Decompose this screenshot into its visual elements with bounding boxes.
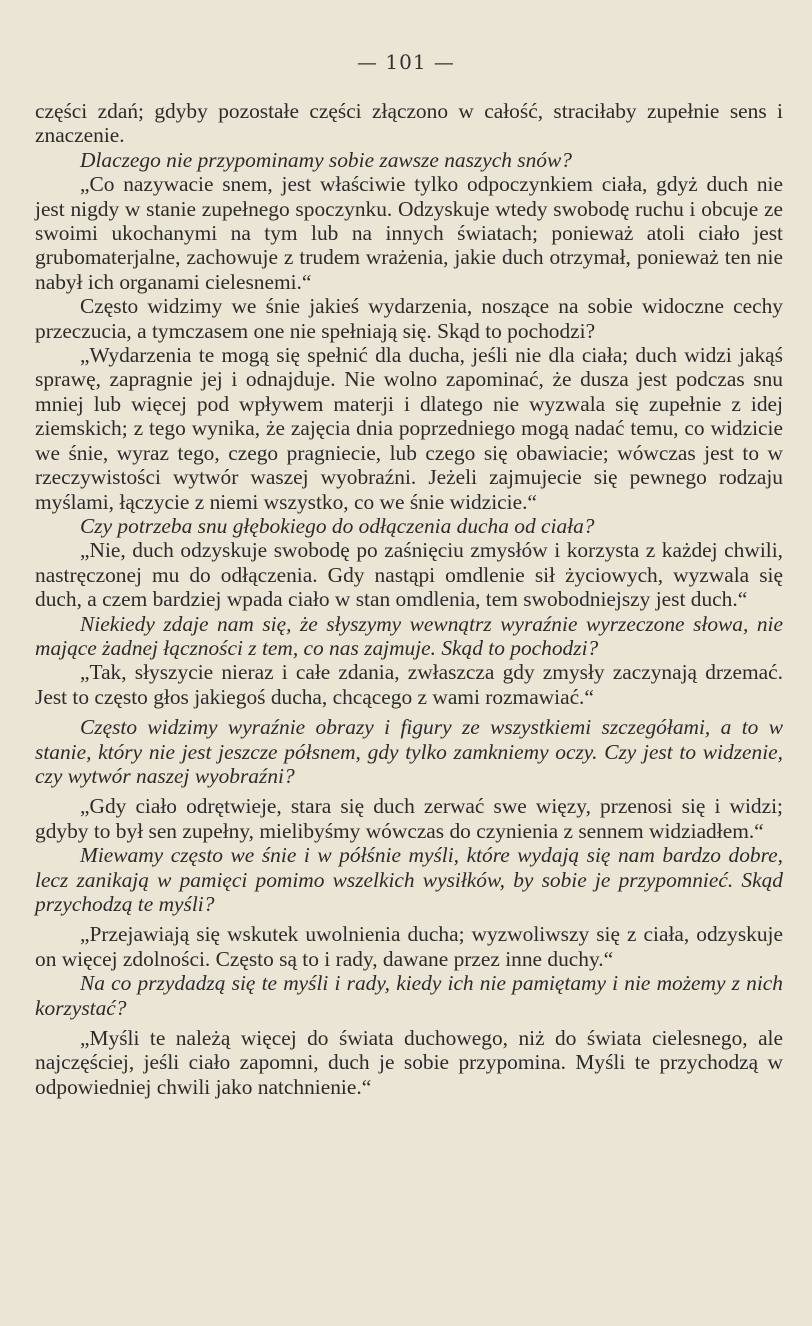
page-number-header: — 101 — — [357, 50, 455, 74]
question-paragraph: Niekiedy zdaje nam się, że słyszymy wewnątrz wyraźnie wyrzeczone słowa, nie mające żadnej łączności z tem, co nas zajmuje. Skąd to pochodzi? — [35, 611, 783, 660]
page-body — [35, 99, 783, 1099]
answer-paragraph: „Nie, duch odzyskuje swobodę po zaśnięciu zmysłów i korzysta z każdej chwili, nastręczonej mu do odłączenia. Gdy nastąpi omdlenie sił życiowych, wyzwala się duch, a czem bardziej wpada ciało w stan omdlenia, tem swobodniejszy jest duch.“ — [35, 538, 783, 612]
question-paragraph: Na co przydadzą się te myśli i rady, kiedy ich nie pamiętamy i nie możemy z nich korzystać? — [35, 971, 783, 1020]
answer-paragraph: „Tak, słyszycie nieraz i całe zdania, zwłaszcza gdy zmysły zaczynają drzemać. Jest to często głos jakiegoś ducha, chcącego z wami rozmawiać.“ — [35, 660, 783, 709]
paragraph-continuation: części zdań; gdyby pozostałe części złączono w całość, straciłaby zupełnie sens i znaczenie. — [35, 99, 783, 148]
answer-paragraph: „Wydarzenia te mogą się spełnić dla ducha, jeśli nie dla ciała; duch widzi jakąś sprawę, zapragnie jej i odnajduje. Nie wolno zapominać, że dusza jest podczas snu mniej lub więcej pod wpływem materji i dlatego nie wyzwala się zupełnie z idej ziemskich; z tego wynika, że zajęcia dnia poprzedniego mogą nadać temu, co widzicie we śnie, wyraz tego, czego pragniecie, lub czego się obawiacie; wówczas jest to w rzeczywistości wytwór waszej wyobraźni. Jeżeli zajmujecie się pewnego rodzaju myślami, łączycie z niemi wszystko, co we śnie widzicie.“ — [35, 343, 783, 514]
answer-paragraph: „Myśli te należą więcej do świata duchowego, niż do świata cielesnego, ale najczęściej, jeśli ciało zapomni, duch je sobie przypomina. Myśli te przychodzą w odpowiedniej chwili jako natchnienie.“ — [35, 1026, 783, 1099]
answer-paragraph: „Co nazywacie snem, jest właściwie tylko odpoczynkiem ciała, gdyż duch nie jest nigdy w stanie zupełnego spoczynku. Odzyskuje wtedy swobodę ruchu i obcuje ze swoimi ukochanymi na tym lub na innych światach; ponieważ atoli ciało jest grubomaterjalne, zachowuje z trudem wrażenia, jakie duch otrzymał, ponieważ ten nie nabył ich organami cielesnemi.“ — [35, 172, 783, 294]
answer-paragraph: Często widzimy we śnie jakieś wydarzenia, noszące na sobie widoczne cechy przeczucia, a tymczasem one nie spełniają się. Skąd to pochodzi? — [35, 294, 783, 343]
answer-paragraph: „Przejawiają się wskutek uwolnienia ducha; wyzwoliwszy się z ciała, odzyskuje on więcej zdolności. Często są to i rady, dawane przez inne duchy.“ — [35, 922, 783, 971]
answer-paragraph: „Gdy ciało odrętwieje, stara się duch zerwać swe więzy, przenosi się i widzi; gdyby to był sen zupełny, mielibyśmy wówczas do czynienia z sennem widziadłem.“ — [35, 794, 783, 843]
question-paragraph: Czy potrzeba snu głębokiego do odłączenia ducha od ciała? — [80, 513, 595, 538]
question-paragraph: Dlaczego nie przypominamy sobie zawsze naszych snów? — [80, 147, 572, 172]
question-paragraph: Często widzimy wyraźnie obrazy i figury ze wszystkiemi szczegółami, a to w stanie, który nie jest jeszcze półsnem, gdy tylko zamkniemy oczy. Czy jest to widzenie, czy wytwór naszej wyobraźni? — [35, 715, 783, 788]
question-paragraph: Miewamy często we śnie i w półśnie myśli, które wydają się nam bardzo dobre, lecz zanikają w pamięci pomimo wszelkich wysiłków, by sobie je przypomnieć. Skąd przychodzą te myśli? — [35, 843, 783, 916]
